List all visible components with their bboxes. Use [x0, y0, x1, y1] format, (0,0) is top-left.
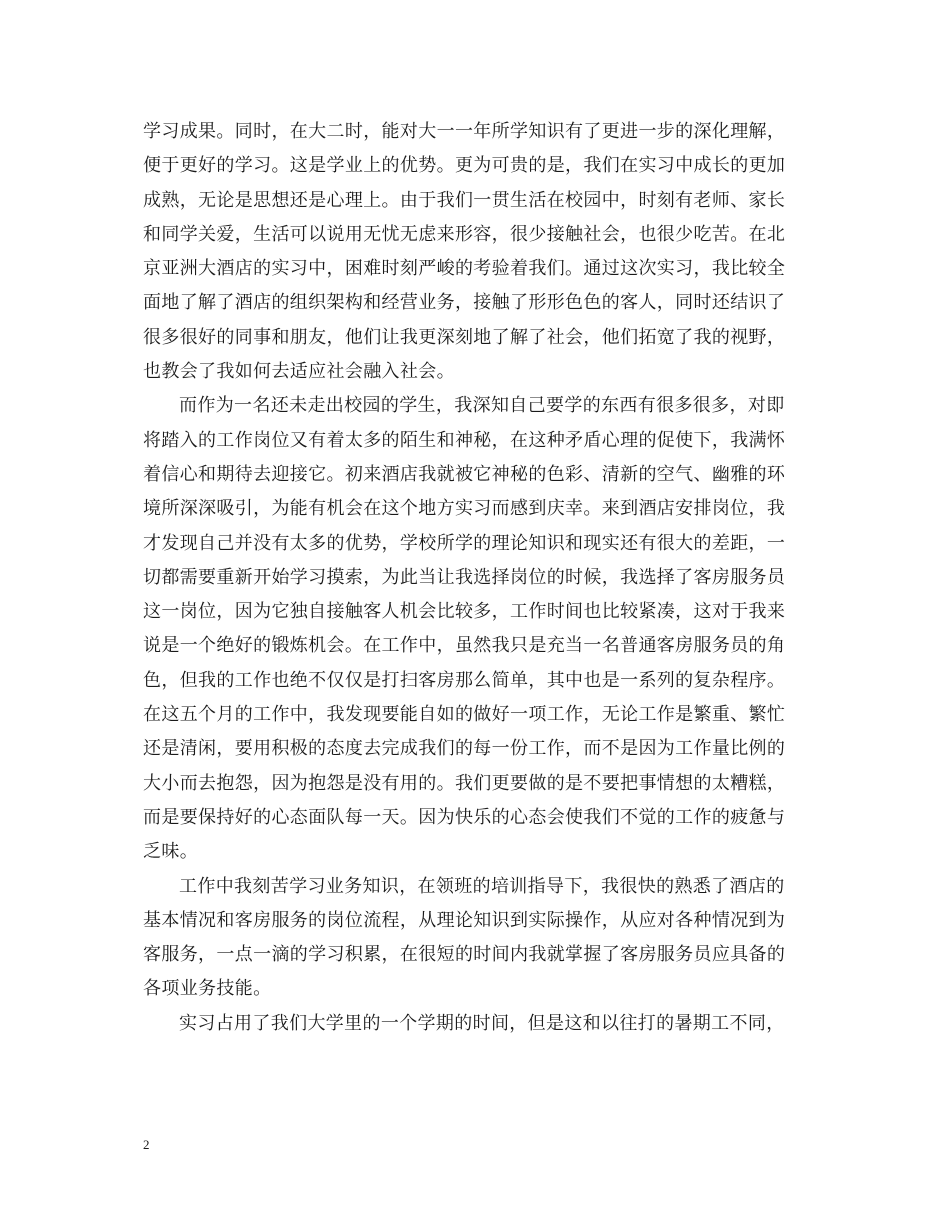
text-line: 大小而去抱怨，因为抱怨是没有用的。我们更要做的是不要把事情想的太糟糕， — [143, 772, 786, 794]
text-line: 实习占用了我们大学里的一个学期的时间，但是这和以往打的暑期工不同， — [179, 1012, 785, 1034]
text-line: 而是要保持好的心态面队每一天。因为快乐的心态会使我们不觉的工作的疲惫与 — [143, 806, 786, 828]
text-line: 京亚洲大酒店的实习中，困难时刻严峻的考验着我们。通过这次实习，我比较全 — [143, 258, 786, 280]
text-line: 也教会了我如何去适应社会融入社会。 — [143, 361, 455, 383]
text-line: 着信心和期待去迎接它。初来酒店我就被它神秘的色彩、清新的空气、幽雅的环 — [143, 463, 786, 485]
text-line: 基本情况和客房服务的岗位流程，从理论知识到实际操作，从应对各种情况到为 — [143, 909, 786, 931]
text-line: 切都需要重新开始学习摸索，为此当让我选择岗位的时候，我选择了客房服务员 — [143, 566, 786, 588]
text-line: 将踏入的工作岗位又有着太多的陌生和神秘，在这种矛盾心理的促使下，我满怀 — [143, 429, 786, 451]
text-line: 便于更好的学习。这是学业上的优势。更为可贵的是，我们在实习中成长的更加 — [143, 155, 786, 177]
text-line: 乏味。 — [143, 841, 199, 863]
text-line: 这一岗位，因为它独自接触客人机会比较多，工作时间也比较紧凑，这对于我来 — [143, 601, 786, 623]
text-line: 在这五个月的工作中，我发现要能自如的做好一项工作，无论工作是繁重、繁忙 — [143, 704, 786, 726]
text-line: 面地了解了酒店的组织架构和经营业务，接触了形形色色的客人，同时还结识了 — [143, 292, 786, 314]
paragraph — [143, 870, 813, 1007]
page-number: 2 — [143, 1137, 150, 1152]
text-line: 还是清闲，要用积极的态度去完成我们的每一份工作，而不是因为工作量比例的 — [143, 738, 786, 760]
paragraph — [143, 115, 813, 389]
text-line: 和同学关爱，生活可以说用无忧无虑来形容，很少接触社会，也很少吃苦。在北 — [143, 223, 786, 245]
text-line: 客服务，一点一滴的学习积累，在很短的时间内我就掌握了客房服务员应具备的 — [143, 944, 786, 966]
text-line: 而作为一名还未走出校园的学生，我深知自己要学的东西有很多很多，对即 — [179, 395, 785, 417]
paragraph — [143, 1007, 813, 1041]
text-line: 色，但我的工作也绝不仅仅是打扫客房那么简单，其中也是一系列的复杂程序。 — [143, 669, 786, 691]
document-body — [143, 115, 813, 1041]
text-line: 境所深深吸引，为能有机会在这个地方实习而感到庆幸。来到酒店安排岗位，我 — [143, 498, 786, 520]
text-line: 工作中我刻苦学习业务知识，在领班的培训指导下，我很快的熟悉了酒店的 — [179, 875, 785, 897]
text-line: 学习成果。同时，在大二时，能对大一一年所学知识有了更进一步的深化理解， — [143, 121, 786, 142]
text-line: 很多很好的同事和朋友，他们让我更深刻地了解了社会，他们拓宽了我的视野， — [143, 326, 786, 348]
paragraph — [143, 389, 813, 869]
text-line: 各项业务技能。 — [143, 978, 272, 1000]
text-line: 成熟，无论是思想还是心理上。由于我们一贯生活在校园中，时刻有老师、家长 — [143, 189, 786, 211]
text-line: 说是一个绝好的锻炼机会。在工作中，虽然我只是充当一名普通客房服务员的角 — [143, 635, 786, 657]
text-line: 才发现自己并没有太多的优势，学校所学的理论知识和现实还有很大的差距，一 — [143, 532, 786, 554]
